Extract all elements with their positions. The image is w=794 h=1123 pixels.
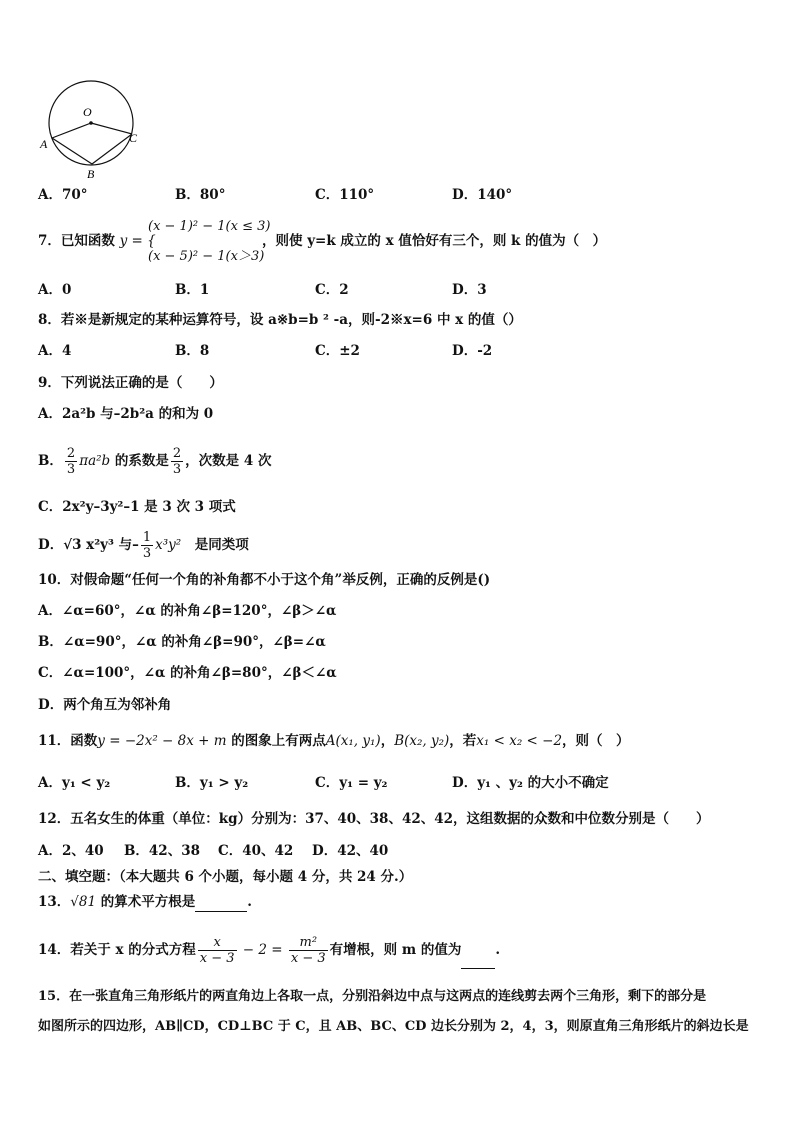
q13-root: √81 bbox=[70, 894, 97, 910]
q11-option-a: A．y₁ < y₂ bbox=[38, 775, 111, 791]
q13-stem bbox=[38, 893, 252, 912]
q11-suffix: ，则（ ） bbox=[562, 733, 630, 749]
q9-b-term: πa²b bbox=[79, 453, 111, 469]
q9-b-fraction-2 bbox=[171, 446, 183, 477]
center-point bbox=[89, 121, 93, 125]
q9-b-frac2-num: 2 bbox=[172, 446, 182, 461]
q14-f2-den: x − 3 bbox=[290, 951, 326, 966]
q9-d-suffix: 是同类项 bbox=[181, 537, 249, 553]
q9-b-fraction-1 bbox=[65, 446, 77, 477]
q11-function: y = −2x² − 8x + m bbox=[97, 733, 227, 749]
q10-option-d: D．两个角互为邻补角 bbox=[38, 697, 172, 713]
q12-option-c: C．40、42 bbox=[218, 843, 294, 859]
label-o: O bbox=[83, 105, 92, 119]
q7-prefix: 7．已知函数 bbox=[38, 233, 115, 249]
q11-option-c: C．y₁ = y₂ bbox=[315, 775, 388, 791]
q11-cond-prefix: ，若 bbox=[449, 733, 477, 749]
q8-option-d: D．-2 bbox=[452, 343, 493, 359]
circle-geometry-figure bbox=[36, 78, 146, 182]
q11-stem bbox=[38, 732, 630, 750]
section-2-heading: 二、填空题：（本大题共 6 个小题，每小题 4 分，共 24 分.） bbox=[38, 869, 413, 885]
q14-f1-den: x − 3 bbox=[199, 951, 235, 966]
q14-end: . bbox=[495, 942, 501, 958]
q9-b-mid: 的系数是 bbox=[110, 453, 169, 469]
label-a: A bbox=[40, 137, 48, 151]
q14-suffix: 有增根，则 m 的值为 bbox=[329, 942, 462, 958]
q9-option-d bbox=[38, 528, 249, 562]
q9-d-prefix: D． bbox=[38, 537, 64, 553]
q12-option-d: D．42、40 bbox=[312, 843, 389, 859]
q8-option-b: B．8 bbox=[175, 343, 210, 359]
q8-stem: 8．若※是新规定的某种运算符号，设 a※b=b ² -a，则-2※x=6 中 x 的值（） bbox=[38, 312, 522, 328]
q7-suffix: ，则使 y=k 成立的 x 值恰好有三个，则 k 的值为（ ） bbox=[262, 233, 607, 249]
q10-stem: 10．对假命题“任何一个角的补角都不小于这个角”举反例，正确的反例是() bbox=[38, 572, 491, 588]
q10-option-b: B．∠α=90°，∠α 的补角∠β=90°，∠β=∠α bbox=[38, 634, 326, 650]
q12-stem: 12．五名女生的体重（单位：kg）分别为：37、40、38、42、42，这组数据的众数和中位数分别是（ ） bbox=[38, 811, 710, 827]
q7-option-a: A．0 bbox=[38, 282, 72, 298]
q13-prefix: 13． bbox=[38, 894, 71, 910]
q13-answer-blank[interactable] bbox=[195, 893, 247, 912]
q14-fraction-1 bbox=[198, 935, 237, 966]
q9-option-c: C．2x²y–3y²–1 是 3 次 3 项式 bbox=[38, 499, 236, 515]
q9-stem: 9．下列说法正确的是（ ） bbox=[38, 375, 223, 391]
q6-option-a: A．70° bbox=[38, 187, 88, 203]
q9-b-frac2-den: 3 bbox=[172, 462, 182, 477]
q14-prefix: 14．若关于 x 的分式方程 bbox=[38, 942, 196, 958]
q9-d-frac-num: 1 bbox=[142, 530, 152, 545]
q9-d-term2: x³y² bbox=[155, 537, 182, 553]
q7-y-eq: y = { bbox=[119, 233, 156, 249]
q14-f2-num: m² bbox=[289, 935, 328, 951]
q14-stem bbox=[38, 932, 500, 969]
q14-fraction-2 bbox=[289, 935, 328, 966]
q12-option-a: A．2、40 bbox=[38, 843, 104, 859]
q9-d-term1: √3 x²y³ 与– bbox=[63, 537, 139, 553]
q14-mid: − 2 = bbox=[238, 942, 287, 958]
q8-option-c: C．±2 bbox=[315, 343, 360, 359]
q7-option-c: C．2 bbox=[315, 282, 349, 298]
q7-case1: (x − 1)² − 1(x ≤ 3) bbox=[148, 219, 271, 234]
q14-answer-blank[interactable] bbox=[461, 932, 495, 969]
segment-oc bbox=[91, 123, 132, 134]
q7-case2: (x − 5)² − 1(x＞3) bbox=[148, 249, 265, 264]
q9-b-frac1-num: 2 bbox=[66, 446, 76, 461]
segment-oa bbox=[52, 123, 91, 138]
q10-option-a: A．∠α=60°，∠α 的补角∠β=120°，∠β＞∠α bbox=[38, 603, 337, 619]
q9-b-prefix: B． bbox=[38, 453, 63, 469]
q6-option-c: C．110° bbox=[315, 187, 375, 203]
q11-sep: ， bbox=[380, 733, 395, 749]
q9-option-a: A．2a²b 与–2b²a 的和为 0 bbox=[38, 406, 214, 422]
q7-stem bbox=[38, 232, 156, 250]
q9-d-fraction bbox=[141, 530, 153, 561]
q12-option-b: B．42、38 bbox=[124, 843, 200, 859]
q9-b-frac1-den: 3 bbox=[66, 462, 76, 477]
q9-d-frac-den: 3 bbox=[142, 546, 152, 561]
q8-option-a: A．4 bbox=[38, 343, 72, 359]
label-b: B bbox=[87, 167, 95, 181]
q6-option-d: D．140° bbox=[452, 187, 513, 203]
q14-f1-num: x bbox=[198, 935, 237, 951]
q15-line-2: 如图所示的四边形，AB∥CD，CD⊥BC 于 C，且 AB、BC、CD 边长分别为 2，4，3，则原直角三角形纸片的斜边长是 bbox=[38, 1019, 749, 1034]
q11-point-a: A(x₁, y₁) bbox=[325, 733, 381, 749]
label-c: C bbox=[129, 131, 138, 145]
q13-suffix: 的算术平方根是 bbox=[96, 894, 196, 910]
q11-option-b: B．y₁ > y₂ bbox=[175, 775, 249, 791]
q11-option-d: D．y₁ 、y₂ 的大小不确定 bbox=[452, 775, 609, 791]
q9-option-b bbox=[38, 444, 271, 478]
q7-option-d: D．3 bbox=[452, 282, 487, 298]
q11-prefix: 11．函数 bbox=[38, 733, 98, 749]
q15-line-1: 15．在一张直角三角形纸片的两直角边上各取一点，分别沿斜边中点与这两点的连线剪去两个三角形，剩下的部分是 bbox=[38, 989, 707, 1004]
q11-condition: x₁ < x₂ < −2 bbox=[476, 733, 563, 749]
q10-option-c: C．∠α=100°，∠α 的补角∠β=80°，∠β＜∠α bbox=[38, 665, 337, 681]
q9-b-suffix: ，次数是 4 次 bbox=[185, 453, 272, 469]
q13-end: . bbox=[247, 894, 252, 910]
q11-point-b: B(x₂, y₂) bbox=[394, 733, 450, 749]
q11-mid: 的图象上有两点 bbox=[226, 733, 326, 749]
q6-option-b: B．80° bbox=[175, 187, 226, 203]
q7-option-b: B．1 bbox=[175, 282, 210, 298]
